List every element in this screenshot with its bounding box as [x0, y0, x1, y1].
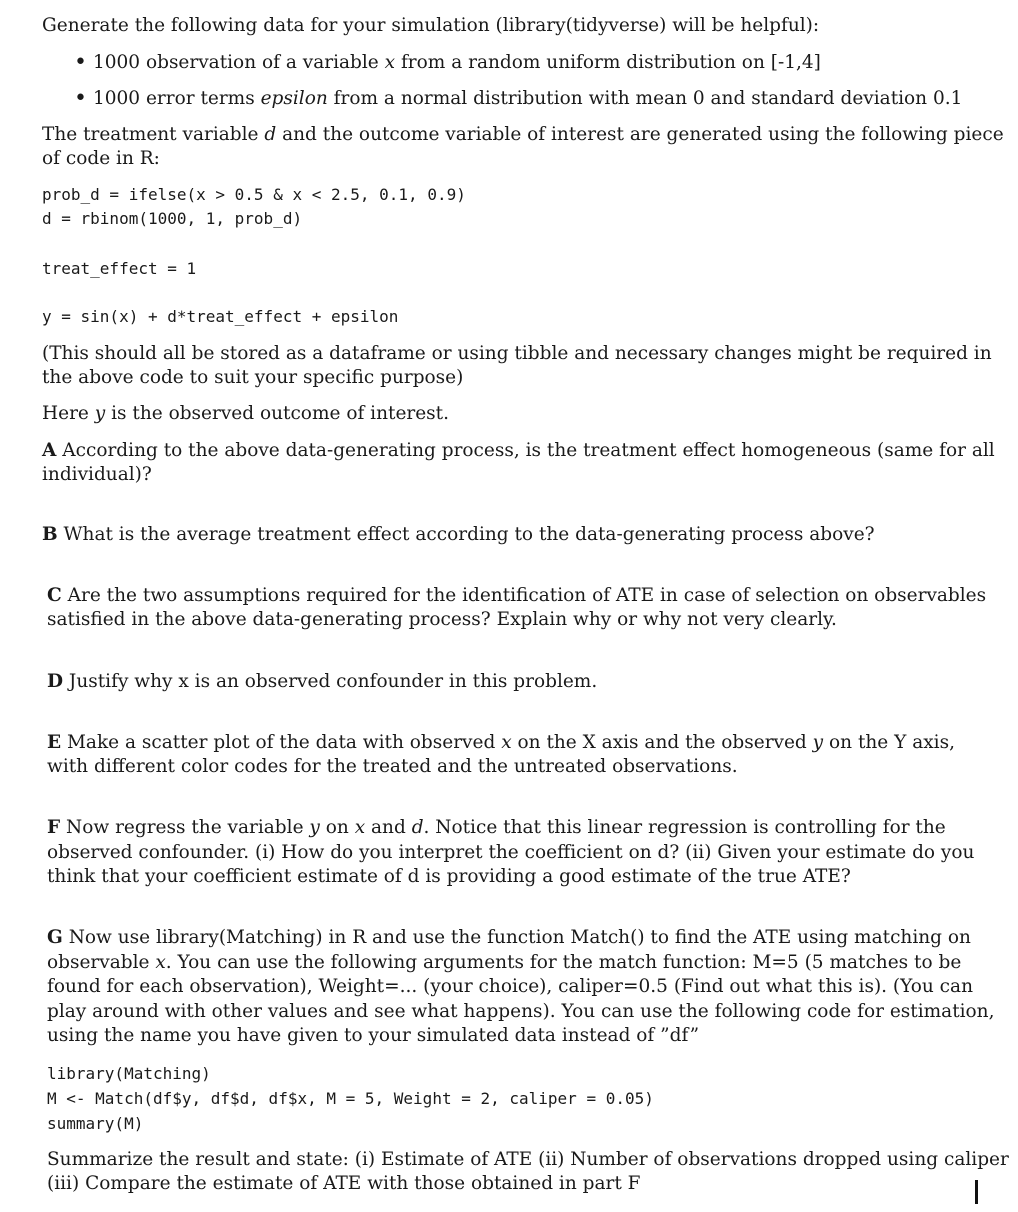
- bullet-item: 1000 observation of a variable x from a random uniform distribution on [-1,4]: [93, 52, 821, 73]
- question-c-line: satisfied in the above data-generating process? Explain why or why not very clearly.: [47, 609, 837, 630]
- note-line: (This should all be stored as a dataframe or using tibble and necessary changes might be required in: [42, 343, 992, 364]
- bullet-dot: •: [74, 50, 87, 75]
- note-line: the above code to suit your specific purpose): [42, 367, 464, 388]
- summary-line: Summarize the result and state: (i) Estimate of ATE (ii) Number of observations dropped using caliper: [47, 1149, 1009, 1170]
- question-a-line: individual)?: [42, 464, 152, 485]
- bullet-item: 1000 error terms epsilon from a normal distribution with mean 0 and standard deviation 0.1: [93, 88, 963, 109]
- treatment-paragraph-line: The treatment variable d and the outcome variable of interest are generated using the following piece: [42, 124, 1004, 145]
- question-d: D Justify why x is an observed confounder in this problem.: [47, 671, 598, 692]
- question-g: G Now use library(Matching) in R and use the function Match() to find the ATE using matching on: [47, 927, 971, 948]
- question-f-line: observed confounder. (i) How do you interpret the coefficient on d? (ii) Given your estimate do you: [47, 842, 975, 863]
- intro-text: Generate the following data for your simulation (library(tidyverse) will be helpful):: [42, 15, 820, 36]
- question-e-line: with different color codes for the treated and the untreated observations.: [47, 756, 738, 777]
- question-b: B What is the average treatment effect according to the data-generating process above?: [42, 524, 875, 545]
- treatment-paragraph-line: of code in R:: [42, 148, 160, 169]
- code-line: summary(M): [47, 1114, 144, 1133]
- code-line: prob_d = ifelse(x > 0.5 & x < 2.5, 0.1, 0.9): [42, 185, 466, 204]
- code-line: library(Matching): [47, 1064, 211, 1083]
- question-e: E Make a scatter plot of the data with observed x on the X axis and the observed y on the Y axis,: [47, 732, 955, 753]
- bullet-dot: •: [74, 86, 87, 111]
- question-a: A According to the above data-generating process, is the treatment effect homogeneous (same for all: [42, 440, 995, 461]
- question-g-line: observable x. You can use the following arguments for the match function: M=5 (5 matches to be: [47, 952, 962, 973]
- question-f: F Now regress the variable y on x and d. Notice that this linear regression is controlling for the: [47, 817, 946, 838]
- question-c: C Are the two assumptions required for the identification of ATE in case of selection on observables: [47, 585, 987, 606]
- question-g-line: play around with other values and see what happens). You can use the following code for estimation,: [47, 1001, 995, 1022]
- text-cursor: [975, 1180, 978, 1204]
- question-f-line: think that your coefficient estimate of d is providing a good estimate of the true ATE?: [47, 866, 851, 887]
- code-line: M <- Match(df$y, df$d, df$x, M = 5, Weight = 2, caliper = 0.05): [47, 1089, 654, 1108]
- code-line: d = rbinom(1000, 1, prob_d): [42, 209, 303, 228]
- code-line: treat_effect = 1: [42, 259, 197, 278]
- question-g-line: found for each observation), Weight=... (your choice), caliper=0.5 (Find out what this is). (You can: [47, 976, 973, 997]
- question-g-line: using the name you have given to your simulated data instead of ”df”: [47, 1025, 700, 1046]
- outcome-statement: Here y is the observed outcome of interest.: [42, 403, 449, 424]
- summary-line: (iii) Compare the estimate of ATE with those obtained in part F: [47, 1173, 641, 1194]
- code-line: y = sin(x) + d*treat_effect + epsilon: [42, 307, 399, 326]
